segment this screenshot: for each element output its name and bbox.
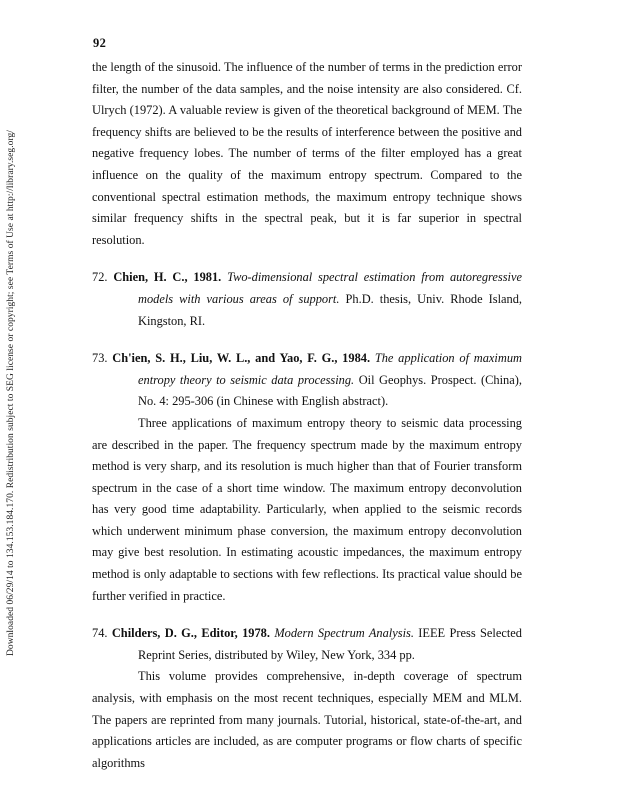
continuation-paragraph: the length of the sinusoid. The influence of the number of terms in the prediction error filter, the number of the data samples, and the noise intensity are also considered. Cf. Ulrych (1972). A valuable review is given of the theoretical background of MEM. The frequency shifts are believed to be the results of interference between the positive and negative frequency lobes. The number of terms of the filter employed has a great influence on the quality of the maximum entropy spectrum. Compared to the conventional spectral estimation methods, the maximum entropy technique shows similar frequency shifts in the spectral peak, but it is far superior in spectral resolution. bbox=[92, 60, 522, 247]
reference-number: 73. bbox=[92, 351, 108, 366]
reference-abstract: This volume provides comprehensive, in-depth coverage of spectrum analysis, with emphasis on the most recent techniques, especially MEM and MLM. The papers are reprinted from many journals. Tutorial, historical, state-of-the-art, and applications articles are included, as are computer programs or flow charts of specific algorithms bbox=[92, 669, 522, 770]
download-notice: Downloaded 06/29/14 to 134.153.184.170. Redistribution subject to SEG license or copyright; see Terms of Use at http://library.seg.org/ bbox=[6, 130, 16, 656]
reference-title: Two-dimensional spectral estimation from autoregressive models with various areas of support. bbox=[138, 270, 522, 306]
reference-source: IEEE Press Selected Reprint Series, distributed by Wiley, New York, 334 pp. bbox=[138, 626, 522, 662]
reference-entry-74 bbox=[92, 623, 522, 774]
reference-source: Oil Geophys. Prospect. (China), No. 4: 295-306 (in Chinese with English abstract). bbox=[138, 372, 522, 409]
reference-citation bbox=[92, 623, 522, 666]
reference-citation bbox=[92, 348, 522, 413]
reference-number: 74. bbox=[92, 626, 108, 641]
reference-source: Ph.D. thesis, Univ. Rhode Island, Kingston, RI. bbox=[138, 291, 522, 328]
reference-authors: Chien, H. C., 1981. bbox=[113, 270, 222, 285]
reference-entry-73 bbox=[92, 348, 522, 607]
reference-abstract: Three applications of maximum entropy theory to seismic data processing are described in the paper. The frequency spectrum made by the maximum entropy method is very sharp, and its resolution is much higher than that of Fourier transform spectrum in the case of a short time window. The maximum entropy deconvolution has very good time adaptability. Particularly, when applied to the seismic records which underwent minimum phase conversion, the maximum entropy deconvolution may give best resolution. In estimating acoustic impedances, the maximum entropy method is only adaptable to sections with few reflections. Its practical value should be further verified in practice. bbox=[92, 415, 522, 603]
reference-title: Modern Spectrum Analysis. bbox=[274, 626, 414, 641]
reference-authors: Ch'ien, S. H., Liu, W. L., and Yao, F. G., 1984. bbox=[112, 351, 371, 366]
reference-number: 72. bbox=[92, 270, 108, 285]
reference-authors: Childers, D. G., Editor, 1978. bbox=[111, 626, 270, 641]
reference-entry-72 bbox=[92, 267, 522, 332]
page-body bbox=[92, 57, 522, 774]
reference-title: The application of maximum entropy theory to seismic data processing. bbox=[138, 351, 522, 387]
page-number: 92 bbox=[93, 36, 107, 50]
reference-citation bbox=[92, 267, 522, 332]
